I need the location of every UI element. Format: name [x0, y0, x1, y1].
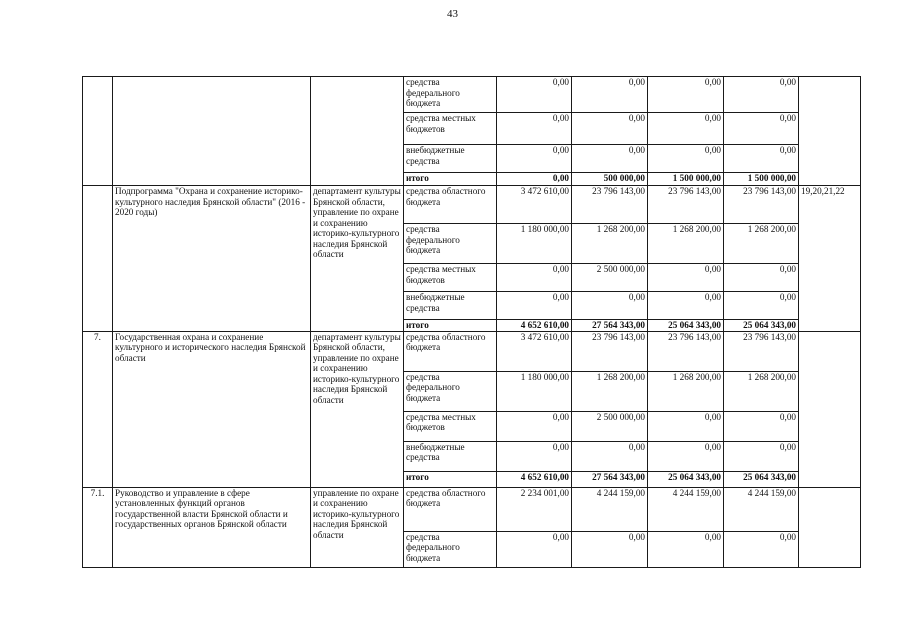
funding-source-cell: итого — [404, 173, 497, 186]
program-name-cell — [113, 77, 311, 186]
funding-source-cell: средства областного бюджета — [404, 331, 497, 371]
row-number-cell — [83, 186, 113, 332]
value-2017-cell: 0,00 — [572, 292, 648, 320]
value-2016-cell: 0,00 — [497, 411, 572, 441]
value-2017-cell: 500 000,00 — [572, 173, 648, 186]
value-2019-cell: 1 500 000,00 — [724, 173, 799, 186]
funding-source-cell: средства федерального бюджета — [404, 77, 497, 113]
funding-source-cell: средства федерального бюджета — [404, 371, 497, 411]
value-2018-cell: 0,00 — [648, 531, 724, 567]
value-2018-cell: 0,00 — [648, 145, 724, 173]
value-2019-cell: 0,00 — [724, 531, 799, 567]
value-2017-cell: 27 564 343,00 — [572, 320, 648, 332]
value-2018-cell: 1 268 200,00 — [648, 224, 724, 264]
value-2019-cell: 23 796 143,00 — [724, 186, 799, 224]
executor-cell — [311, 77, 404, 186]
program-name-cell: Руководство и управление в сфере установленных функций органов государственной власти Брянской области и государственных органов Брянской области — [113, 487, 311, 567]
funding-source-cell: итого — [404, 471, 497, 487]
value-2017-cell: 23 796 143,00 — [572, 186, 648, 224]
row-number-cell — [83, 77, 113, 186]
value-2016-cell: 3 472 610,00 — [497, 331, 572, 371]
value-2016-cell: 4 652 610,00 — [497, 320, 572, 332]
funding-source-cell: средства федерального бюджета — [404, 224, 497, 264]
value-2017-cell: 0,00 — [572, 441, 648, 471]
funding-source-cell: внебюджетные средства — [404, 145, 497, 173]
value-2017-cell: 4 244 159,00 — [572, 487, 648, 531]
value-2016-cell: 0,00 — [497, 173, 572, 186]
funding-source-cell: внебюджетные средства — [404, 292, 497, 320]
executor-cell: департамент культуры Брянской области, управление по охране и сохранению историко-культурного наследия Брянской области — [311, 331, 404, 487]
value-2019-cell: 1 268 200,00 — [724, 224, 799, 264]
value-2016-cell: 0,00 — [497, 113, 572, 145]
value-2017-cell: 1 268 200,00 — [572, 224, 648, 264]
value-2017-cell: 1 268 200,00 — [572, 371, 648, 411]
value-2018-cell: 23 796 143,00 — [648, 186, 724, 224]
value-2019-cell: 4 244 159,00 — [724, 487, 799, 531]
funding-source-cell: внебюджетные средства — [404, 441, 497, 471]
value-2017-cell: 23 796 143,00 — [572, 331, 648, 371]
funding-source-cell: средства местных бюджетов — [404, 411, 497, 441]
value-2018-cell: 4 244 159,00 — [648, 487, 724, 531]
value-2019-cell: 1 268 200,00 — [724, 371, 799, 411]
value-2018-cell: 0,00 — [648, 264, 724, 292]
value-2017-cell: 2 500 000,00 — [572, 411, 648, 441]
value-2016-cell: 0,00 — [497, 441, 572, 471]
value-2019-cell: 0,00 — [724, 441, 799, 471]
indicators-cell — [799, 331, 861, 487]
value-2018-cell: 0,00 — [648, 411, 724, 441]
funding-source-cell: средства местных бюджетов — [404, 264, 497, 292]
table-row — [83, 186, 861, 224]
value-2016-cell: 0,00 — [497, 77, 572, 113]
value-2019-cell: 25 064 343,00 — [724, 471, 799, 487]
value-2019-cell: 0,00 — [724, 113, 799, 145]
value-2017-cell: 0,00 — [572, 77, 648, 113]
value-2018-cell: 25 064 343,00 — [648, 471, 724, 487]
value-2018-cell: 25 064 343,00 — [648, 320, 724, 332]
funding-source-cell: средства местных бюджетов — [404, 113, 497, 145]
value-2018-cell: 0,00 — [648, 77, 724, 113]
program-name-cell: Государственная охрана и сохранение культурного и исторического наследия Брянской области — [113, 331, 311, 487]
value-2016-cell: 3 472 610,00 — [497, 186, 572, 224]
value-2017-cell: 2 500 000,00 — [572, 264, 648, 292]
funding-source-cell: средства федерального бюджета — [404, 531, 497, 567]
value-2019-cell: 0,00 — [724, 77, 799, 113]
executor-cell: департамент культуры Брянской области, управление по охране и сохранению историко-культурного наследия Брянской области — [311, 186, 404, 332]
value-2019-cell: 0,00 — [724, 292, 799, 320]
program-name-cell: Подпрограмма "Охрана и сохранение историко-культурного наследия Брянской области" (2016 - 2020 годы) — [113, 186, 311, 332]
value-2018-cell: 0,00 — [648, 292, 724, 320]
value-2017-cell: 0,00 — [572, 113, 648, 145]
funding-source-cell: средства областного бюджета — [404, 487, 497, 531]
value-2018-cell: 0,00 — [648, 113, 724, 145]
value-2016-cell: 0,00 — [497, 292, 572, 320]
value-2016-cell: 4 652 610,00 — [497, 471, 572, 487]
funding-source-cell: средства областного бюджета — [404, 186, 497, 224]
funding-source-cell: итого — [404, 320, 497, 332]
value-2019-cell: 0,00 — [724, 411, 799, 441]
value-2017-cell: 0,00 — [572, 145, 648, 173]
table-row — [83, 331, 861, 371]
value-2016-cell: 2 234 001,00 — [497, 487, 572, 531]
value-2018-cell: 23 796 143,00 — [648, 331, 724, 371]
value-2018-cell: 1 500 000,00 — [648, 173, 724, 186]
value-2016-cell: 0,00 — [497, 145, 572, 173]
value-2016-cell: 0,00 — [497, 264, 572, 292]
row-number-cell: 7. — [83, 331, 113, 487]
value-2019-cell: 0,00 — [724, 145, 799, 173]
value-2016-cell: 1 180 000,00 — [497, 224, 572, 264]
value-2017-cell: 27 564 343,00 — [572, 471, 648, 487]
indicators-cell — [799, 487, 861, 567]
row-number-cell: 7.1. — [83, 487, 113, 567]
value-2018-cell: 1 268 200,00 — [648, 371, 724, 411]
value-2018-cell: 0,00 — [648, 441, 724, 471]
value-2019-cell: 23 796 143,00 — [724, 331, 799, 371]
budget-table-body — [83, 77, 861, 568]
budget-table — [82, 76, 861, 568]
page-number: 43 — [447, 8, 458, 20]
value-2016-cell: 0,00 — [497, 531, 572, 567]
value-2019-cell: 0,00 — [724, 264, 799, 292]
table-row — [83, 77, 861, 113]
value-2017-cell: 0,00 — [572, 531, 648, 567]
executor-cell: управление по охране и сохранению историко-культурного наследия Брянской области — [311, 487, 404, 567]
indicators-cell: 19,20,21,22 — [799, 186, 861, 332]
indicators-cell — [799, 77, 861, 186]
table-row — [83, 487, 861, 531]
value-2016-cell: 1 180 000,00 — [497, 371, 572, 411]
value-2019-cell: 25 064 343,00 — [724, 320, 799, 332]
